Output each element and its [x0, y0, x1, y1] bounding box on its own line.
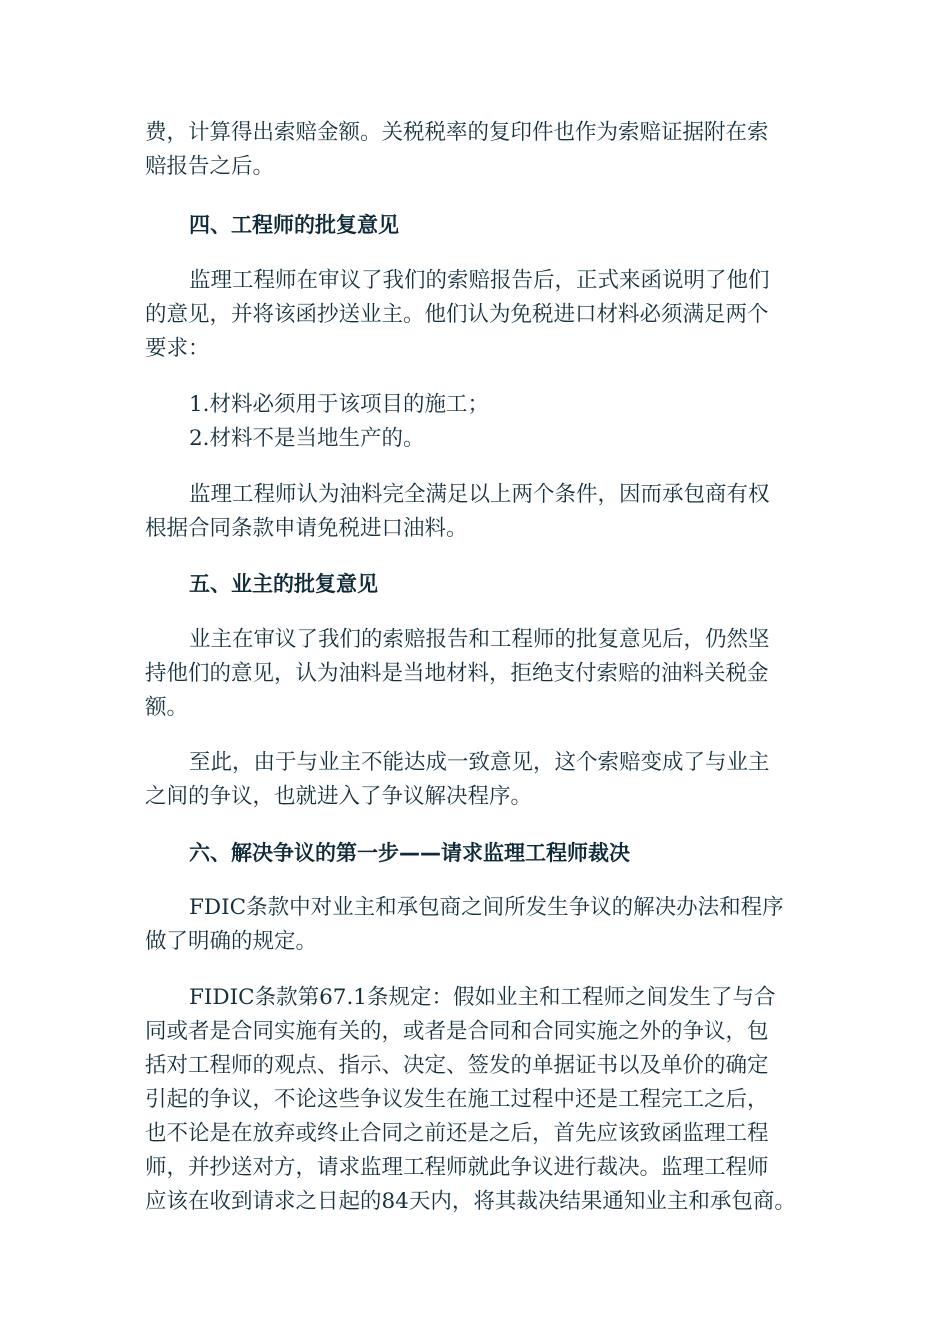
text-line: 要求： — [145, 336, 210, 361]
text-line: 同或者是合同实施有关的，或者是合同和合同实施之外的争议，包 — [145, 1019, 769, 1044]
list-item: 1.材料必须用于该项目的施工； — [189, 392, 490, 417]
text-line: FDIC条款中对业主和承包商之间所发生争议的解决办法和程序 — [189, 895, 784, 920]
text-line: 额。 — [145, 695, 189, 720]
text-line: 业主在审议了我们的索赔报告和工程师的批复意见后，仍然坚 — [189, 627, 770, 652]
text-line: 括对工程师的观点、指示、决定、签发的单据证书以及单价的确定 — [145, 1053, 769, 1078]
text-line: FIDIC条款第67.1条规定：假如业主和工程师之间发生了与合 — [189, 985, 776, 1010]
text-line: 赔报告之后。 — [145, 154, 275, 179]
paragraph-owner-opinion — [145, 623, 825, 725]
paragraph-dispute — [145, 746, 825, 814]
requirements-list — [145, 388, 825, 456]
section-heading-engineer-reply: 四、工程师的批复意见 — [189, 213, 399, 237]
text-line: 之间的争议，也就进入了争议解决程序。 — [145, 784, 533, 809]
text-line: 监理工程师在审议了我们的索赔报告后，正式来函说明了他们 — [189, 268, 770, 293]
paragraph-fdic-clause — [145, 891, 825, 959]
text-line: 也不论是在放弃或终止合同之前还是之后，首先应该致函监理工程 — [145, 1121, 769, 1146]
text-line: 师，并抄送对方，请求监理工程师就此争议进行裁决。监理工程师 — [145, 1155, 769, 1180]
text-line: 引起的争议，不论这些争议发生在施工过程中还是工程完工之后， — [145, 1087, 769, 1112]
text-line: 持他们的意见，认为油料是当地材料，拒绝支付索赔的油料关税金 — [145, 661, 769, 686]
section-heading-dispute-resolution: 六、解决争议的第一步——请求监理工程师裁决 — [189, 841, 630, 865]
text-line: 做了明确的规定。 — [145, 929, 318, 954]
section-heading-owner-reply: 五、业主的批复意见 — [189, 572, 378, 596]
text-line: 至此，由于与业主不能达成一致意见，这个索赔变成了与业主 — [189, 750, 770, 775]
text-line: 应该在收到请求之日起的84天内，将其裁决结果通知业主和承包商。 — [145, 1189, 796, 1214]
paragraph-engineer-conclusion — [145, 478, 825, 546]
list-item: 2.材料不是当地生产的。 — [189, 426, 425, 451]
text-line: 监理工程师认为油料完全满足以上两个条件，因而承包商有权 — [189, 482, 770, 507]
text-line: 根据合同条款申请免税进口油料。 — [145, 516, 468, 541]
text-line: 费，计算得出索赔金额。关税税率的复印件也作为索赔证据附在索 — [145, 120, 769, 145]
paragraph-fidic-67-1 — [145, 981, 825, 1219]
paragraph-claim-amount — [145, 116, 825, 184]
text-line: 的意见，并将该函抄送业主。他们认为免税进口材料必须满足两个 — [145, 302, 769, 327]
paragraph-engineer-opinion — [145, 264, 825, 366]
